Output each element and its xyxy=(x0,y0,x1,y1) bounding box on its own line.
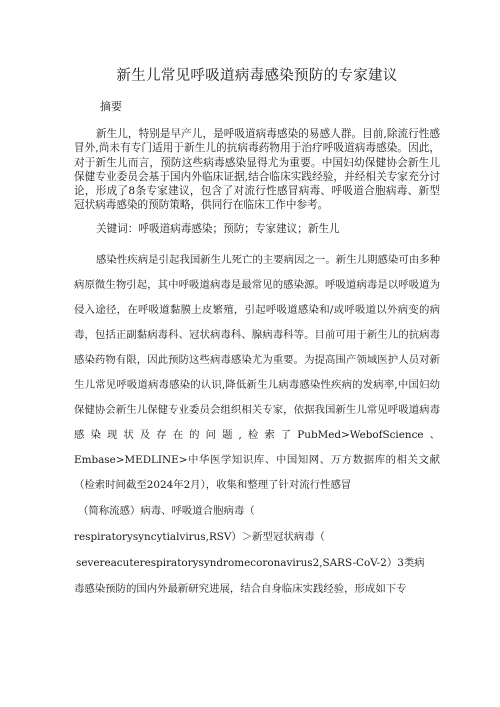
body-line: severeacuterespiratorysyndromecoronavirus2,SARS-CoV-2）3类病 xyxy=(76,556,425,569)
abstract-text: 新生儿，特别是早产儿，是呼吸道病毒感染的易感人群。目前,除流行性感冒外,尚未有专门适用于新生儿的抗病毒药物用于治疗呼吸道病毒感染。因此，对于新生儿而言，预防这些病毒感染显得尤为重要。中国妇幼保健协会新生儿保健专业委员会基于国内外临床证据,结合临床实践经验，并经相关专家充分讨论，形成了8条专家建议，包含了对流行性感冒病毒、呼吸道合胞病毒、新型冠状病毒感染的预防策略，供同行在临床工作中参考。 xyxy=(74,128,440,212)
body-line: respiratorysyncytialvirus,RSV）＞新型冠状病毒（ xyxy=(74,530,325,543)
body-line: （简称流感）病毒、呼吸道合胞病毒（ xyxy=(78,504,255,517)
document-title: 新生儿常见呼吸道病毒感染预防的专家建议 xyxy=(116,68,398,84)
abstract-heading: 摘要 xyxy=(100,100,122,113)
body-paragraph: 感染性疾病是引起我国新生儿死亡的主要病因之一。新生儿期感染可由多种病原微生物引起，其中呼吸道病毒是最常见的感染源。呼吸道病毒是以呼吸道为侵入途径，在呼吸道黏膜上皮繁殖，引起呼吸道感染和/或呼吸道以外病变的病毒，包括正副黏病毒科、冠状病毒科、腺病毒科等。目前可用于新生儿的抗病毒感染药物有限，因此预防这些病毒感染尤为重要。为提高围产领域医护人员对新生儿常见呼吸道病毒感染的认识,降低新生儿病毒感染性疾病的发病率,中国妇幼保健协会新生儿保健专业委员会组织相关专家，依据我国新生儿常见呼吸道病毒感染现状及存在的问题,检索了PubMed>WebofScience、Embase>MEDLINE>中华医学知识库、中国知网、万方数据库的相关文献（检索时间截至2024年2月），收集和整理了针对流行性感冒 xyxy=(74,253,440,491)
body-line: 毒感染预防的国内外最新研究进展，结合自身临床实践经验，形成如下专 xyxy=(74,582,407,595)
keywords: 关键词：呼吸道病毒感染；预防；专家建议；新生儿 xyxy=(96,222,340,235)
